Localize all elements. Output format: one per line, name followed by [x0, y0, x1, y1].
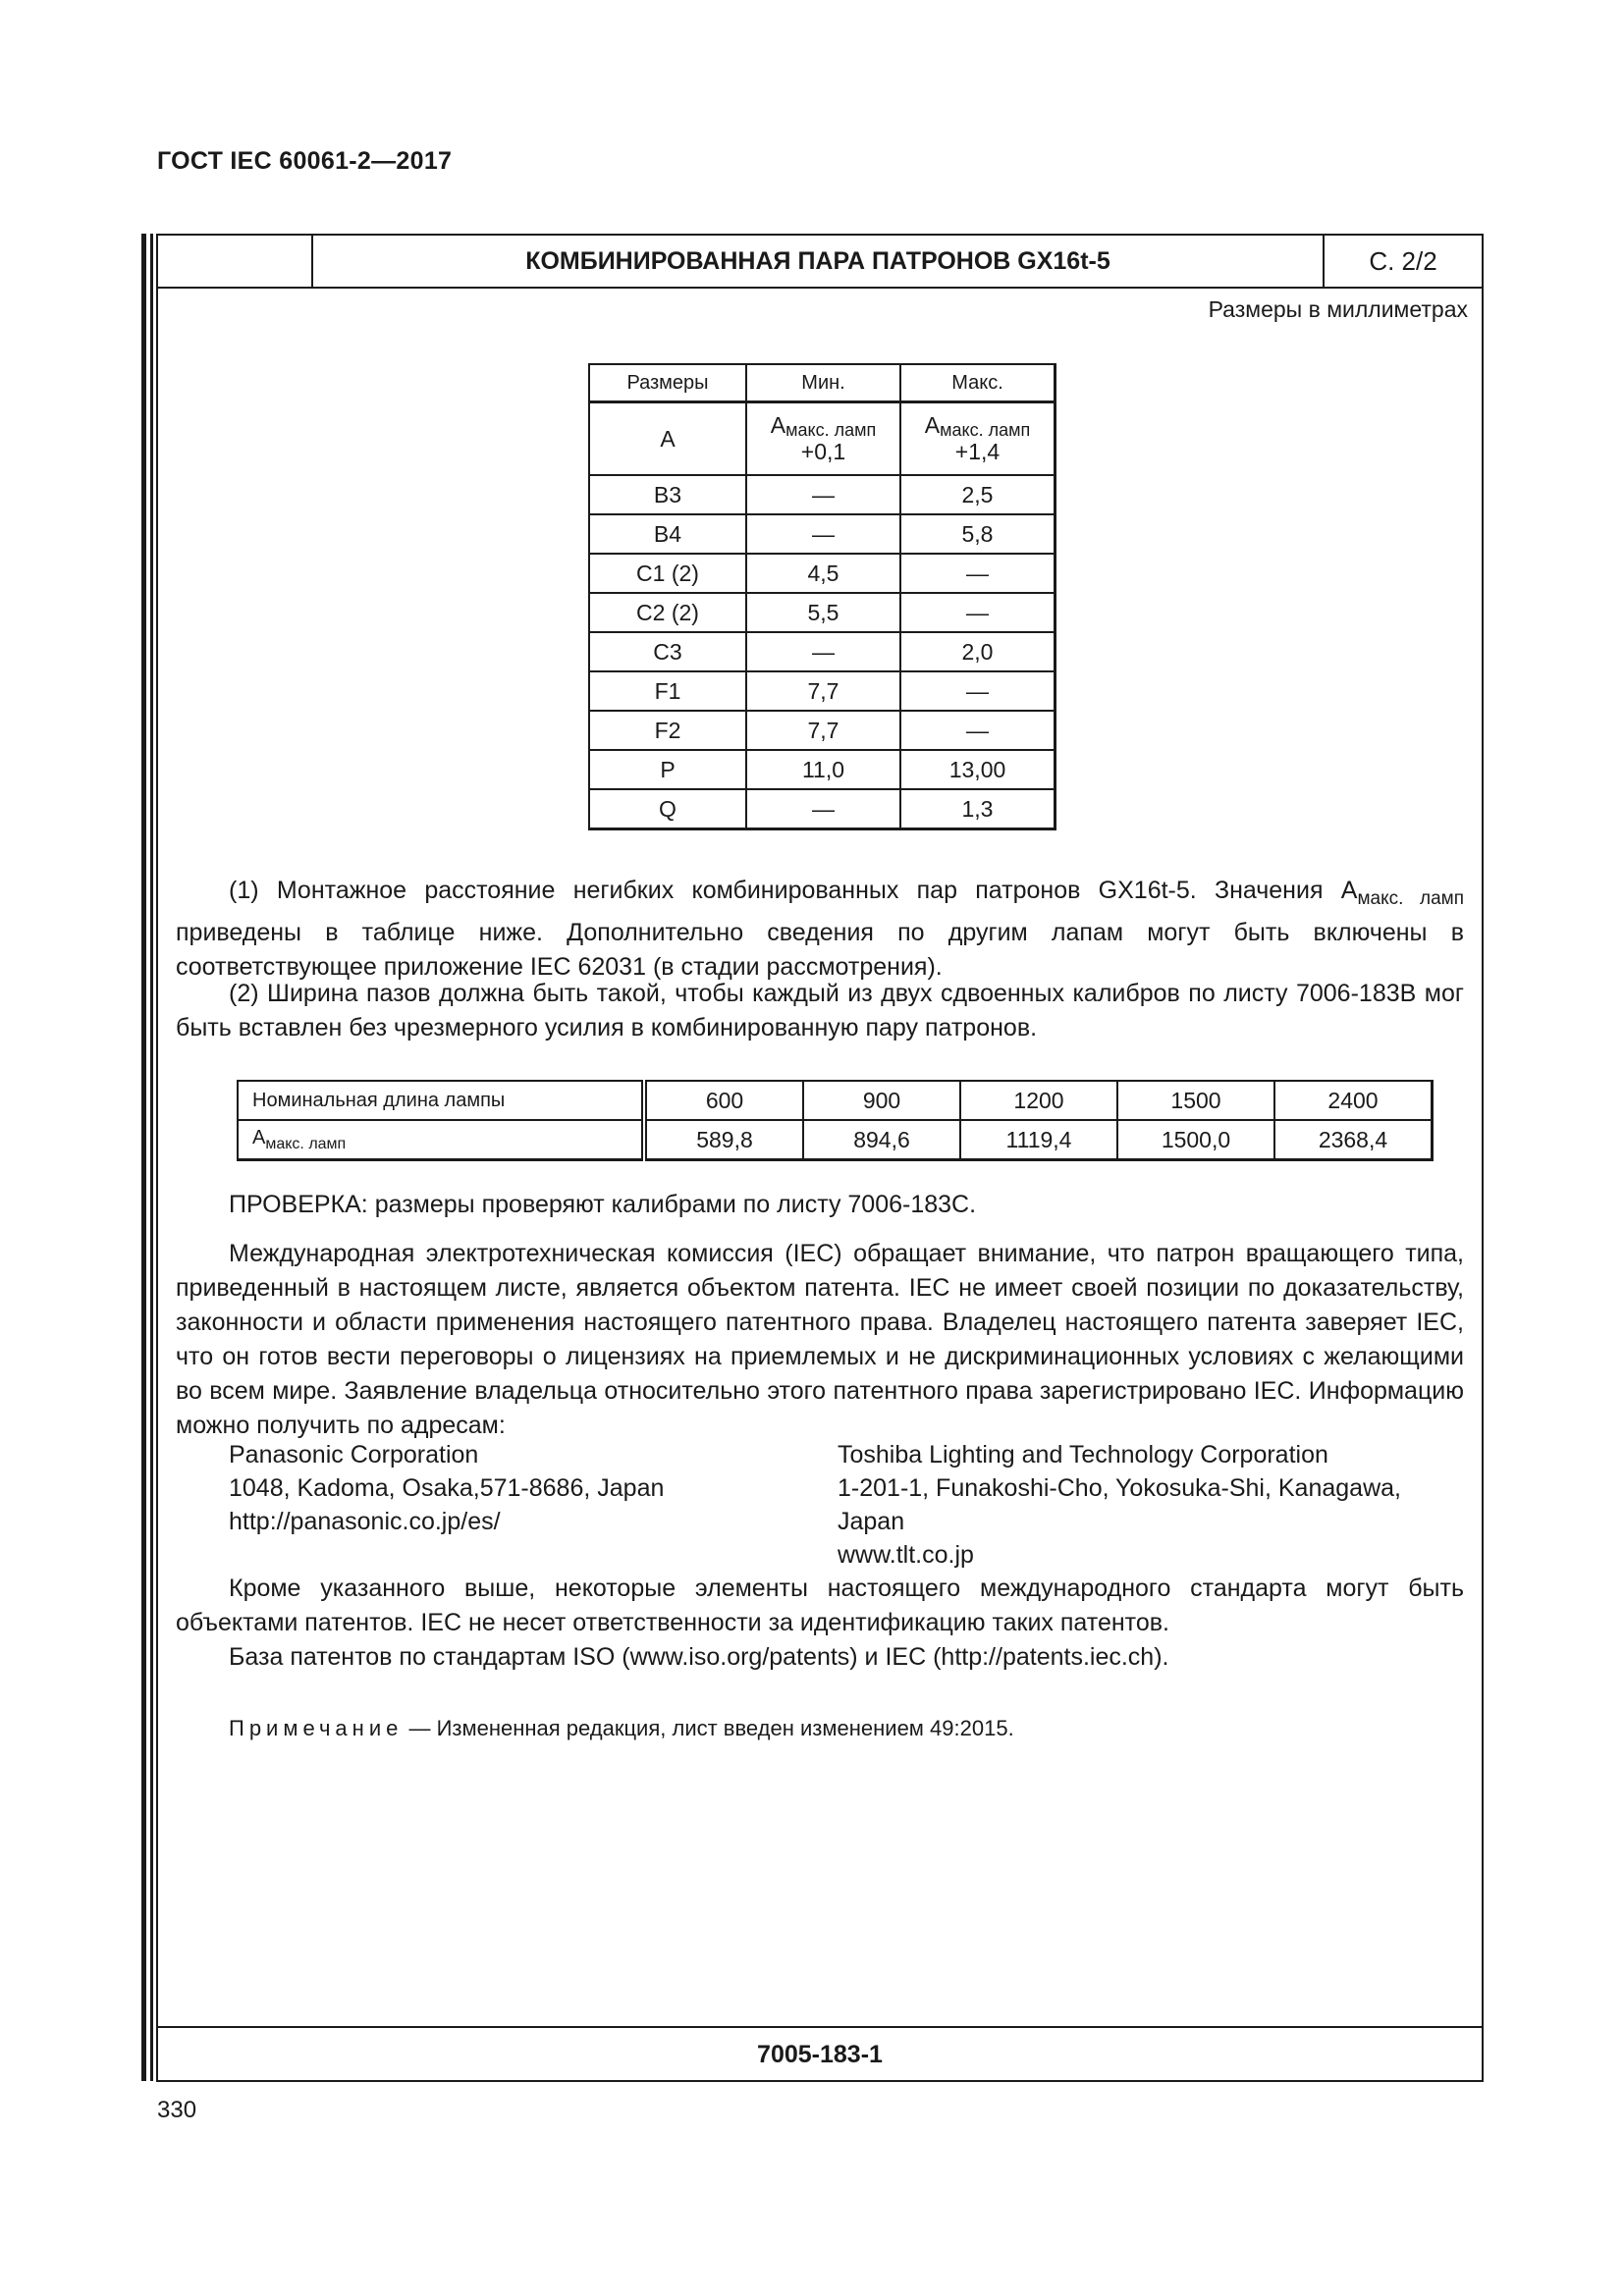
note	[229, 1716, 1014, 1741]
min-value: $A_{макс. ламп}$ +0,1	[746, 402, 900, 476]
table-row	[589, 402, 1056, 476]
sheet-footer-code: 7005-183-1	[158, 2026, 1482, 2082]
standard-sheet	[141, 234, 1483, 2081]
dimension-label: A	[589, 402, 746, 476]
binding-bar	[150, 234, 153, 2081]
table-header-row	[589, 364, 1056, 402]
table-row: Q — 1,3	[589, 789, 1056, 829]
table-row: B3 — 2,5	[589, 475, 1056, 514]
title-row	[158, 236, 1482, 289]
table-row: Номинальная длина лампы 600 900 1200 1500 2400	[238, 1081, 1433, 1120]
address-toshiba: Toshiba Lighting and Technology Corporation 1-201-1, Funakoshi-Cho, Yokosuka-Shi, Kanagawa, Japan www.tlt.co.jp	[838, 1441, 1401, 1569]
address-panasonic: Panasonic Corporation 1048, Kadoma, Osaka,571-8686, Japan http://panasonic.co.jp/es/	[229, 1441, 665, 1535]
sheet-frame	[156, 234, 1484, 2082]
units-note: Размеры в миллиметрах	[1208, 296, 1468, 322]
note-label: Примечание	[229, 1716, 404, 1740]
document-header: ГОСТ IEC 60061-2—2017	[157, 147, 453, 175]
column-header: Размеры	[589, 364, 746, 402]
table-row: P 11,0 13,00	[589, 750, 1056, 789]
table-row: $A_{макс. ламп}$ 589,8 894,6 1119,4 1500,0 2368,4	[238, 1120, 1433, 1160]
sheet-title: КОМБИНИРОВАННАЯ ПАРА ПАТРОНОВ GX16t-5	[313, 236, 1325, 287]
row-label: $A_{макс. ламп}$	[238, 1120, 644, 1160]
patent-database-paragraph: База патентов по стандартам ISO (www.iso.org/patents) и IEC (http://patents.iec.ch).	[229, 1643, 1169, 1671]
binding-bar	[141, 234, 146, 2081]
check-paragraph: ПРОВЕРКА: размеры проверяют калибрами по листу 7006-183С.	[229, 1191, 977, 1218]
lamp-length-table	[237, 1080, 1434, 1161]
footnote-2: (2) Ширина пазов должна быть такой, чтобы каждый из двух сдвоенных калибров по листу 7006-183В мог быть вставлен без чрезмерного усилия в комбинированную пару патронов.	[176, 980, 1464, 1041]
dimensions-table	[588, 363, 1056, 830]
column-header: Мин.	[746, 364, 900, 402]
other-patents-paragraph: Кроме указанного выше, некоторые элементы настоящего международного стандарта могут быть объектами патентов. IEC не несет ответственности за идентификацию таких патентов.	[176, 1575, 1464, 1636]
footnote-1: (1) Монтажное расстояние негибких комбинированных пар патронов GX16t-5. Значения $A_{макс. ламп}$ приведены в таблице ниже. Дополнительно сведения по другим лапам могут быть включены в соответствующее приложение IEC 62031 (в стадии рассмотрения).	[176, 877, 1464, 981]
title-blank-cell	[158, 236, 313, 287]
table-row: B4 — 5,8	[589, 514, 1056, 554]
sheet-page-ref: С. 2/2	[1369, 246, 1437, 276]
table-row: C1 (2) 4,5 —	[589, 554, 1056, 593]
table-row: C2 (2) 5,5 —	[589, 593, 1056, 632]
table-row: F2 7,7 —	[589, 711, 1056, 750]
patent-paragraph: Международная электротехническая комиссия (IEC) обращает внимание, что патрон вращающего типа, приведенный в настоящем листе, является объектом патента. IEC не имеет своей позиции по доказательству, законности и области применения настоящего патентного права. Владелец настоящего патента заверяет IEC, что он готов вести переговоры о лицензиях на приемлемых и не дискриминационных условиях с желающими во всем мире. Заявление владельца относительно этого патентного права зарегистрировано IEC. Информацию можно получить по адресам:	[176, 1240, 1464, 1439]
note-text: — Измененная редакция, лист введен изменением 49:2015.	[403, 1716, 1014, 1740]
column-header: Макс.	[900, 364, 1056, 402]
row-label: Номинальная длина лампы	[238, 1081, 644, 1120]
max-value: $A_{макс. ламп}$ +1,4	[900, 402, 1056, 476]
page-number: 330	[157, 2097, 197, 2123]
table-row: F1 7,7 —	[589, 671, 1056, 711]
table-row: C3 — 2,0	[589, 632, 1056, 671]
